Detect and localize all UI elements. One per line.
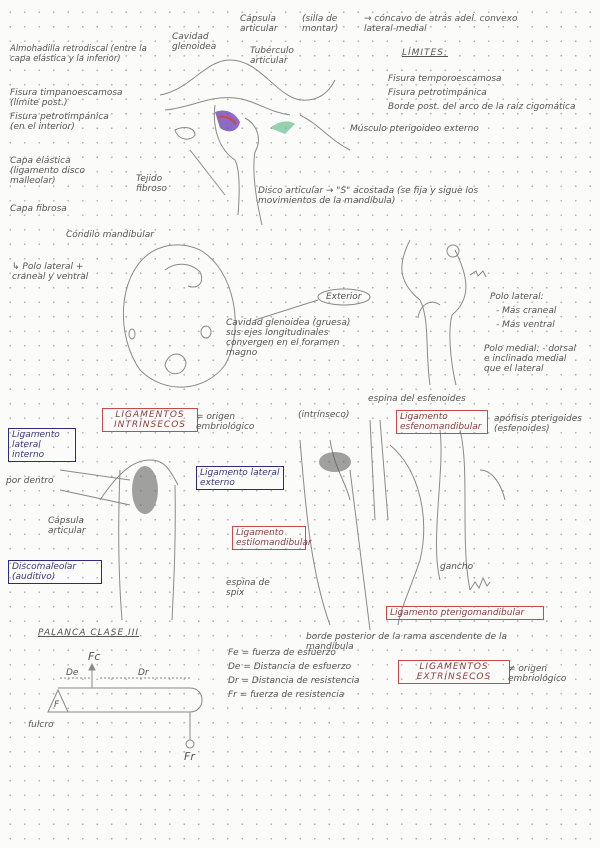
label-apofisis-pterigoides: apófisis pterigoides (esfenoides)	[494, 414, 582, 434]
label-almohadilla: Almohadilla retrodiscal (entre la capa elástica y la inferior)	[10, 44, 147, 64]
polo-lateral-item: - Más craneal	[496, 306, 557, 316]
label-gancho: gancho	[440, 562, 474, 572]
label-polo-lateral-note: ↳ Polo lateral + craneal y ventral	[12, 262, 89, 282]
box-ligamento-lateral-interno: Ligamento lateral interno	[8, 428, 76, 462]
label-concavo-convexo: → cóncavo de atrás adel. convexo lateral-medial	[364, 14, 518, 34]
lever-fr: Fr	[184, 750, 195, 763]
box-esfenomandibular: Ligamento esfenomandibular	[396, 410, 488, 434]
label-tejido-fibroso: Tejido fibroso	[136, 174, 167, 194]
label-condilo: Cóndilo mandibular	[66, 230, 154, 240]
box-ligamento-lateral-externo: Ligamento lateral externo	[196, 466, 284, 490]
label-silla-montar: (silla de montar)	[302, 14, 339, 34]
lever-legend-item: Dr = Distancia de resistencia	[228, 676, 360, 686]
condyle-sketch	[123, 245, 370, 387]
lever-de: De	[66, 668, 79, 678]
label-intrinseco: (intrínseco)	[298, 410, 350, 420]
label-ligament-capsula: Cápsula articular	[48, 516, 86, 536]
polo-lateral-item: - Más ventral	[496, 320, 555, 330]
box-estilomandibular: Ligamento estilomandibular	[232, 526, 306, 550]
lever-legend-item: Fe = fuerza de esfuerzo	[228, 648, 336, 658]
lever-fulcro: fulcro	[28, 720, 54, 730]
label-musculo-pterigoideo: Músculo pterigoideo externo	[350, 124, 479, 134]
limites-title: LÍMITES:	[402, 48, 449, 58]
box-ligamentos-intrinsecos: LIGAMENTOS INTRÍNSECOS	[102, 408, 198, 432]
lever-f: F	[54, 700, 60, 710]
condyle-side-sketch	[402, 240, 486, 385]
label-espina-esfenoides: espina del esfenoides	[368, 394, 466, 404]
limite-item: Borde post. del arco de la raíz cigomática	[388, 102, 576, 112]
label-polo-medial: Polo medial: - dorsal e inclinado medial que el lateral	[484, 344, 576, 374]
box-discomaleolar: Discomaleolar (auditivo)	[8, 560, 102, 584]
box-pterigomandibular: Ligamento pterigomandibular	[386, 606, 544, 620]
label-exterior: Exterior	[326, 292, 362, 302]
ligaments-medial-sketch	[300, 420, 505, 630]
label-condyle-cavidad: Cavidad glenoidea (gruesa) sus ejes longitudinales convergen en el foramen magno	[226, 318, 351, 358]
label-polo-lateral: Polo lateral:	[490, 292, 544, 302]
label-fisura-timpanoescamosa: Fisura timpanoescamosa (límite post.)	[10, 88, 123, 108]
label-cavidad-glenoidea: Cavidad glenoidea	[172, 32, 217, 52]
limite-item: Fisura petrotimpánica	[388, 88, 487, 98]
lever-title: PALANCA CLASE III	[38, 628, 140, 638]
label-espina-spix: espina de spix	[226, 578, 270, 598]
label-borde-posterior: borde posterior de la rama ascendente de la mandíbula	[306, 632, 508, 652]
lever-dr: Dr	[138, 668, 149, 678]
label-capa-elastica: Capa elástica (ligamento disco malleolar)	[10, 156, 86, 186]
label-capa-fibrosa: Capa fibrosa	[10, 204, 67, 214]
lever-legend-item: Fr = fuerza de resistencia	[228, 690, 345, 700]
label-no-origen: ≠ origen embriológico	[508, 664, 567, 684]
label-capsula-articular: Cápsula articular	[240, 14, 278, 34]
ligaments-lateral-sketch	[60, 460, 178, 620]
limite-item: Fisura temporoescamosa	[388, 74, 502, 84]
label-fisura-petrotimpanica: Fisura petrotimpánica (en el interior)	[10, 112, 109, 132]
label-origen-embriologico: = origen embriológico	[196, 412, 255, 432]
box-ligamentos-extrinsecos: LIGAMENTOS EXTRÍNSECOS	[398, 660, 510, 684]
label-tuberculo-articular: Tubérculo articular	[250, 46, 294, 66]
lever-fc: Fc	[88, 650, 101, 663]
lever-legend-item: De = Distancia de esfuerzo	[228, 662, 352, 672]
label-por-dentro: por dentro	[6, 476, 54, 486]
label-disco-articular: Disco articular → "S" acostada (se fija y sigue los movimientos de la mandíbula)	[258, 186, 479, 206]
